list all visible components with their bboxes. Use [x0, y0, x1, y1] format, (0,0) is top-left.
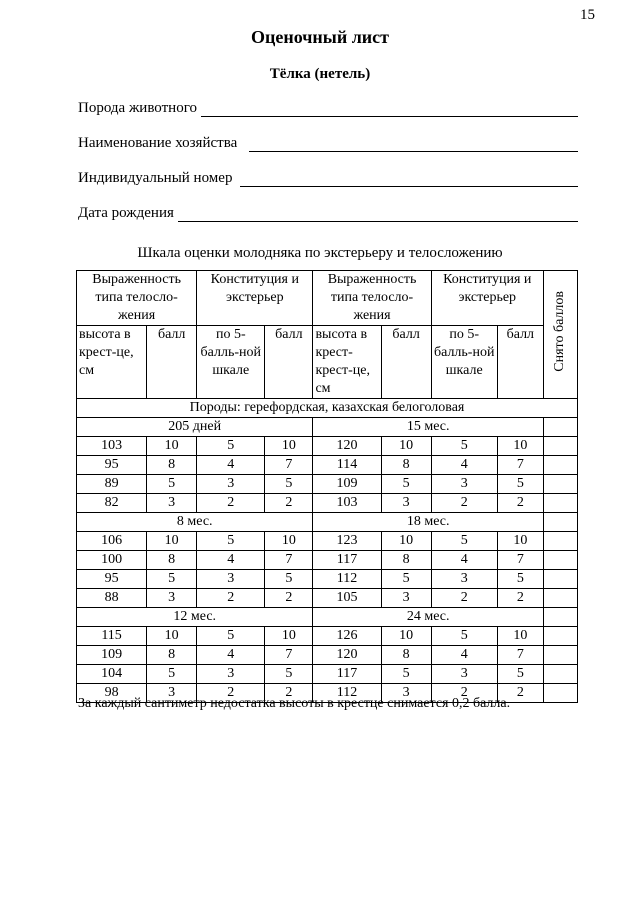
height-header-right: высота в крест-крест-це, см — [313, 326, 381, 399]
removed-points-cell[interactable] — [543, 494, 577, 513]
table-cell: 7 — [497, 551, 543, 570]
age-left: 8 мес. — [77, 513, 313, 532]
scale-header-left: по 5-балль-ной шкале — [197, 326, 265, 399]
removed-points-cell[interactable] — [543, 684, 577, 703]
score-header-2: балл — [265, 326, 313, 399]
table-cell: 4 — [197, 456, 265, 475]
age-left: 12 мес. — [77, 608, 313, 627]
table-row — [77, 665, 578, 684]
table-cell: 5 — [431, 437, 497, 456]
table-cell: 10 — [381, 627, 431, 646]
table-cell: 4 — [431, 456, 497, 475]
table-cell: 5 — [431, 532, 497, 551]
table-cell: 10 — [497, 532, 543, 551]
dob-line[interactable] — [178, 206, 578, 222]
table-cell: 4 — [431, 551, 497, 570]
table-cell: 7 — [497, 646, 543, 665]
table-cell: 7 — [265, 551, 313, 570]
table-row — [77, 494, 578, 513]
table-cell: 5 — [381, 665, 431, 684]
table-cell: 5 — [197, 532, 265, 551]
breeds-cell: Породы: герефордская, казахская белоголовая — [77, 399, 578, 418]
table-cell: 5 — [381, 475, 431, 494]
removed-cell — [543, 418, 577, 437]
farm-label: Наименование хозяйства — [78, 135, 238, 151]
table-cell: 123 — [313, 532, 381, 551]
header-row-2 — [77, 326, 578, 399]
table-cell: 2 — [497, 589, 543, 608]
table-cell: 2 — [197, 589, 265, 608]
table-row — [77, 627, 578, 646]
table-cell: 88 — [77, 589, 147, 608]
table-cell: 3 — [197, 475, 265, 494]
table-cell: 7 — [497, 456, 543, 475]
score-header-4: балл — [497, 326, 543, 399]
table-cell: 120 — [313, 646, 381, 665]
table-cell: 126 — [313, 627, 381, 646]
page-number: 15 — [580, 7, 595, 23]
table-cell: 2 — [197, 494, 265, 513]
table-cell: 5 — [431, 627, 497, 646]
table-row — [77, 475, 578, 494]
table-cell: 106 — [77, 532, 147, 551]
table-cell: 5 — [147, 475, 197, 494]
removed-points-cell[interactable] — [543, 475, 577, 494]
table-row — [77, 551, 578, 570]
id-field — [78, 167, 578, 187]
breed-field — [78, 97, 578, 117]
id-line[interactable] — [240, 171, 578, 187]
table-cell: 4 — [431, 646, 497, 665]
table-cell: 5 — [265, 570, 313, 589]
table-cell: 82 — [77, 494, 147, 513]
removed-points-cell[interactable] — [543, 532, 577, 551]
table-cell: 2 — [497, 684, 543, 703]
removed-points-cell[interactable] — [543, 646, 577, 665]
table-cell: 95 — [77, 456, 147, 475]
table-row — [77, 437, 578, 456]
table-row — [77, 570, 578, 589]
table-row — [77, 646, 578, 665]
table-cell: 2 — [265, 494, 313, 513]
table-cell: 2 — [431, 684, 497, 703]
table-cell: 3 — [147, 684, 197, 703]
table-cell: 109 — [313, 475, 381, 494]
table-cell: 10 — [265, 437, 313, 456]
table-cell: 2 — [197, 684, 265, 703]
age-right: 18 мес. — [313, 513, 543, 532]
table-cell: 89 — [77, 475, 147, 494]
table-cell: 3 — [147, 494, 197, 513]
removed-points-label: Снято баллов — [552, 291, 568, 372]
age-row — [77, 513, 578, 532]
dob-field — [78, 202, 578, 222]
table-cell: 112 — [313, 570, 381, 589]
removed-points-cell[interactable] — [543, 551, 577, 570]
page-title: Оценочный лист — [250, 27, 389, 47]
score-header-1: балл — [147, 326, 197, 399]
table-cell: 8 — [147, 646, 197, 665]
table-cell: 5 — [381, 570, 431, 589]
table-cell: 8 — [147, 456, 197, 475]
table-cell: 2 — [497, 494, 543, 513]
table-cell: 95 — [77, 570, 147, 589]
table-cell: 3 — [431, 665, 497, 684]
table-cell: 2 — [431, 589, 497, 608]
type-header-right: Выраженность типа телосло-жения — [313, 271, 431, 326]
removed-points-cell[interactable] — [543, 589, 577, 608]
removed-points-cell[interactable] — [543, 570, 577, 589]
table-cell: 3 — [431, 570, 497, 589]
farm-line[interactable] — [249, 136, 578, 152]
age-row — [77, 418, 578, 437]
table-cell: 4 — [197, 646, 265, 665]
table-cell: 5 — [497, 570, 543, 589]
breed-label: Порода животного — [78, 100, 197, 116]
table-cell: 10 — [497, 437, 543, 456]
table-cell: 3 — [431, 475, 497, 494]
table-cell: 103 — [313, 494, 381, 513]
assessment-table — [76, 270, 578, 703]
table-cell: 4 — [197, 551, 265, 570]
table-cell: 100 — [77, 551, 147, 570]
table-row — [77, 589, 578, 608]
age-right: 24 мес. — [313, 608, 543, 627]
removed-cell — [543, 513, 577, 532]
table-cell: 3 — [147, 589, 197, 608]
table-cell: 8 — [381, 551, 431, 570]
table-cell: 10 — [265, 627, 313, 646]
table-cell: 2 — [431, 494, 497, 513]
table-cell: 5 — [197, 437, 265, 456]
table-cell: 8 — [381, 456, 431, 475]
table-cell: 120 — [313, 437, 381, 456]
table-cell: 8 — [147, 551, 197, 570]
table-cell: 5 — [497, 665, 543, 684]
table-cell: 10 — [147, 532, 197, 551]
age-right: 15 мес. — [313, 418, 543, 437]
table-cell: 5 — [197, 627, 265, 646]
table-cell: 117 — [313, 551, 381, 570]
table-cell: 10 — [147, 437, 197, 456]
table-cell: 3 — [381, 684, 431, 703]
table-cell: 2 — [265, 589, 313, 608]
table-cell: 103 — [77, 437, 147, 456]
table-cell: 10 — [381, 532, 431, 551]
age-row — [77, 608, 578, 627]
scale-header-right: по 5-балль-ной шкале — [431, 326, 497, 399]
footnote: За каждый сантиметр недостатка высоты в крестце снимается 0,2 балла. — [78, 696, 511, 711]
removed-points-cell[interactable] — [543, 627, 577, 646]
table-cell: 8 — [381, 646, 431, 665]
constitution-header-right: Конституция и экстерьер — [431, 271, 543, 326]
score-header-3: балл — [381, 326, 431, 399]
page-subtitle: Тёлка (нетель) — [269, 66, 371, 82]
table-cell: 7 — [265, 456, 313, 475]
removed-points-cell[interactable] — [543, 437, 577, 456]
table-cell: 2 — [265, 684, 313, 703]
removed-points-header — [543, 271, 577, 399]
type-header-left: Выраженность типа телосло-жения — [77, 271, 197, 326]
table-row — [77, 532, 578, 551]
removed-points-cell[interactable] — [543, 456, 577, 475]
table-cell: 115 — [77, 627, 147, 646]
table-cell: 117 — [313, 665, 381, 684]
constitution-header-left: Конституция и экстерьер — [197, 271, 313, 326]
table-cell: 3 — [381, 589, 431, 608]
age-left: 205 дней — [77, 418, 313, 437]
table-cell: 98 — [77, 684, 147, 703]
table-body — [77, 399, 578, 703]
table-cell: 10 — [147, 627, 197, 646]
table-cell: 109 — [77, 646, 147, 665]
farm-field — [78, 132, 578, 152]
table-cell: 10 — [381, 437, 431, 456]
id-label: Индивидуальный номер — [78, 170, 233, 186]
table-cell: 5 — [265, 665, 313, 684]
table-cell: 5 — [265, 475, 313, 494]
table-cell: 114 — [313, 456, 381, 475]
table-title: Шкала оценки молодняка по экстерьеру и телосложению — [137, 245, 503, 261]
breed-line[interactable] — [201, 101, 578, 117]
breeds-row — [77, 399, 578, 418]
table-cell: 10 — [265, 532, 313, 551]
table-cell: 105 — [313, 589, 381, 608]
table-cell: 112 — [313, 684, 381, 703]
height-header-left: высота в крест-це, см — [77, 326, 147, 399]
table-cell: 3 — [197, 570, 265, 589]
table-cell: 104 — [77, 665, 147, 684]
dob-label: Дата рождения — [78, 205, 174, 221]
table-cell: 10 — [497, 627, 543, 646]
table-cell: 3 — [381, 494, 431, 513]
table-row — [77, 456, 578, 475]
table-cell: 5 — [497, 475, 543, 494]
table-cell: 3 — [197, 665, 265, 684]
header-row-1 — [77, 271, 578, 326]
table-cell: 7 — [265, 646, 313, 665]
removed-points-cell[interactable] — [543, 665, 577, 684]
table-cell: 5 — [147, 665, 197, 684]
removed-cell — [543, 608, 577, 627]
table-cell: 5 — [147, 570, 197, 589]
